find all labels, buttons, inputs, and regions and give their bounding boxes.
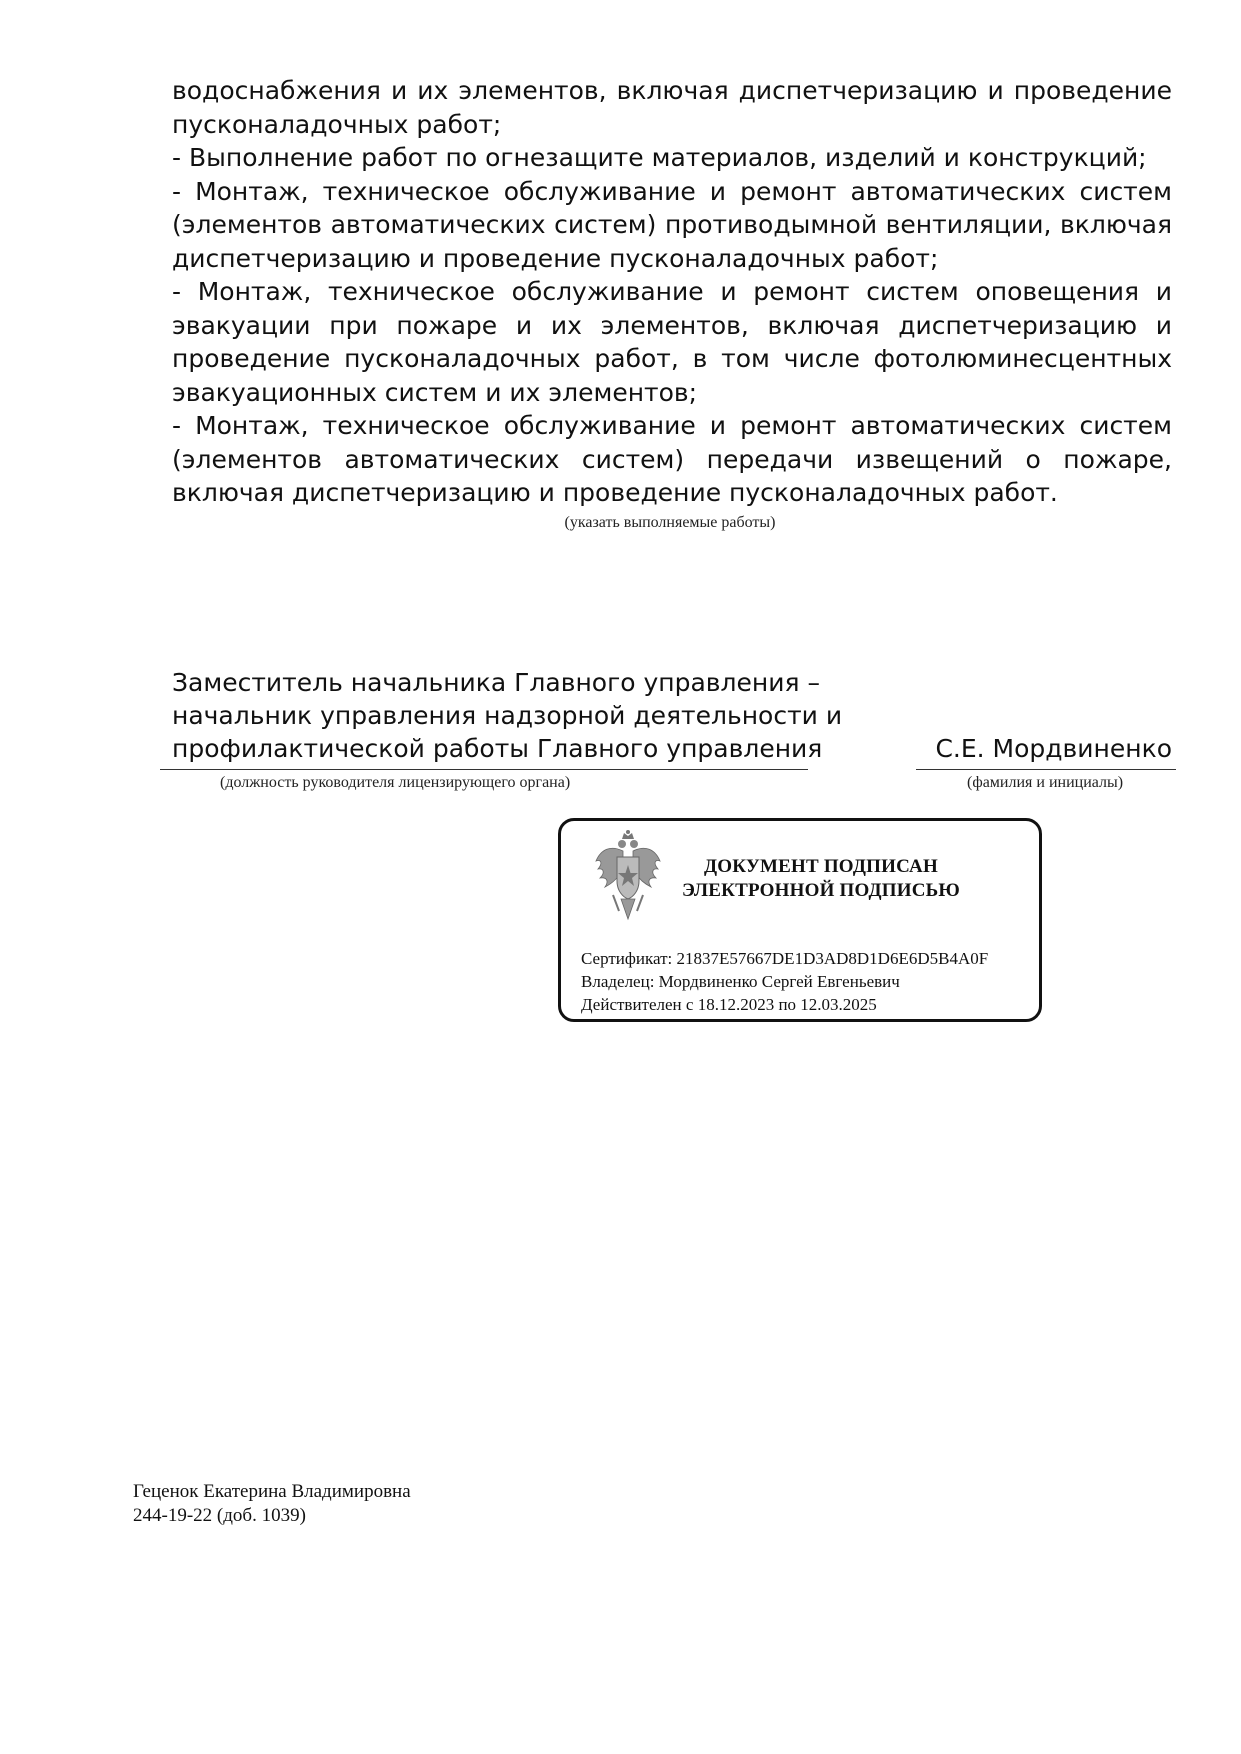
position-line-3: профилактической работы Главного управления xyxy=(172,734,823,763)
signatory-name: С.Е. Мордвиненко xyxy=(935,734,1172,763)
works-paragraph-5: - Монтаж, техническое обслуживание и ремонт автоматических систем (элементов автоматических систем) передачи извещений о пожаре, включая диспетчеризацию и проведение пусконаладочных работ. xyxy=(172,411,1172,507)
name-underline xyxy=(916,769,1176,770)
stamp-validity: Действителен с 18.12.2023 по 12.03.2025 xyxy=(581,995,877,1014)
position-caption: (должность руководителя лицензирующего органа) xyxy=(220,774,571,791)
works-paragraph-3: - Монтаж, техническое обслуживание и ремонт автоматических систем (элементов автоматических систем) противодымной вентиляции, включая диспетчеризацию и проведение пусконаладочных работ; xyxy=(172,176,1172,273)
executor-phone: 244-19-22 (доб. 1039) xyxy=(133,1505,306,1526)
executor-info xyxy=(133,1480,411,1528)
stamp-certificate: Сертификат: 21837E57667DE1D3AD8D1D6E6D5B4A0F xyxy=(581,949,989,968)
position-line-1: Заместитель начальника Главного управления – xyxy=(172,668,820,697)
stamp-title-line-1: ДОКУМЕНТ ПОДПИСАН xyxy=(704,856,938,877)
stamp-title-line-2: ЭЛЕКТРОННОЙ ПОДПИСЬЮ xyxy=(681,880,961,901)
name-caption: (фамилия и инициалы) xyxy=(967,774,1124,791)
position-line-2: начальник управления надзорной деятельности и xyxy=(172,701,843,730)
electronic-signature-stamp xyxy=(558,818,1042,1022)
signatory-position xyxy=(172,666,842,765)
stamp-owner: Владелец: Мордвиненко Сергей Евгеньевич xyxy=(581,972,900,991)
works-paragraph-2: - Выполнение работ по огнезащите материалов, изделий и конструкций; xyxy=(172,143,1147,172)
position-underline xyxy=(160,769,808,770)
stamp-details xyxy=(581,947,988,1016)
works-paragraph-4: - Монтаж, техническое обслуживание и ремонт систем оповещения и эвакуации при пожаре и их элементов, включая диспетчеризацию и проведение пусконаладочных работ, в том числе фотолюминесцентных эвакуационных систем и их элементов; xyxy=(172,277,1172,407)
executor-name: Геценок Екатерина Владимировна xyxy=(133,1481,411,1502)
stamp-title xyxy=(671,855,971,903)
emchs-eagle-emblem-icon xyxy=(593,829,663,925)
works-caption: (указать выполняемые работы) xyxy=(564,514,776,531)
works-paragraph-1: водоснабжения и их элементов, включая диспетчеризацию и проведение пусконаладочных работ; xyxy=(172,76,1172,139)
works-list xyxy=(172,74,1172,510)
